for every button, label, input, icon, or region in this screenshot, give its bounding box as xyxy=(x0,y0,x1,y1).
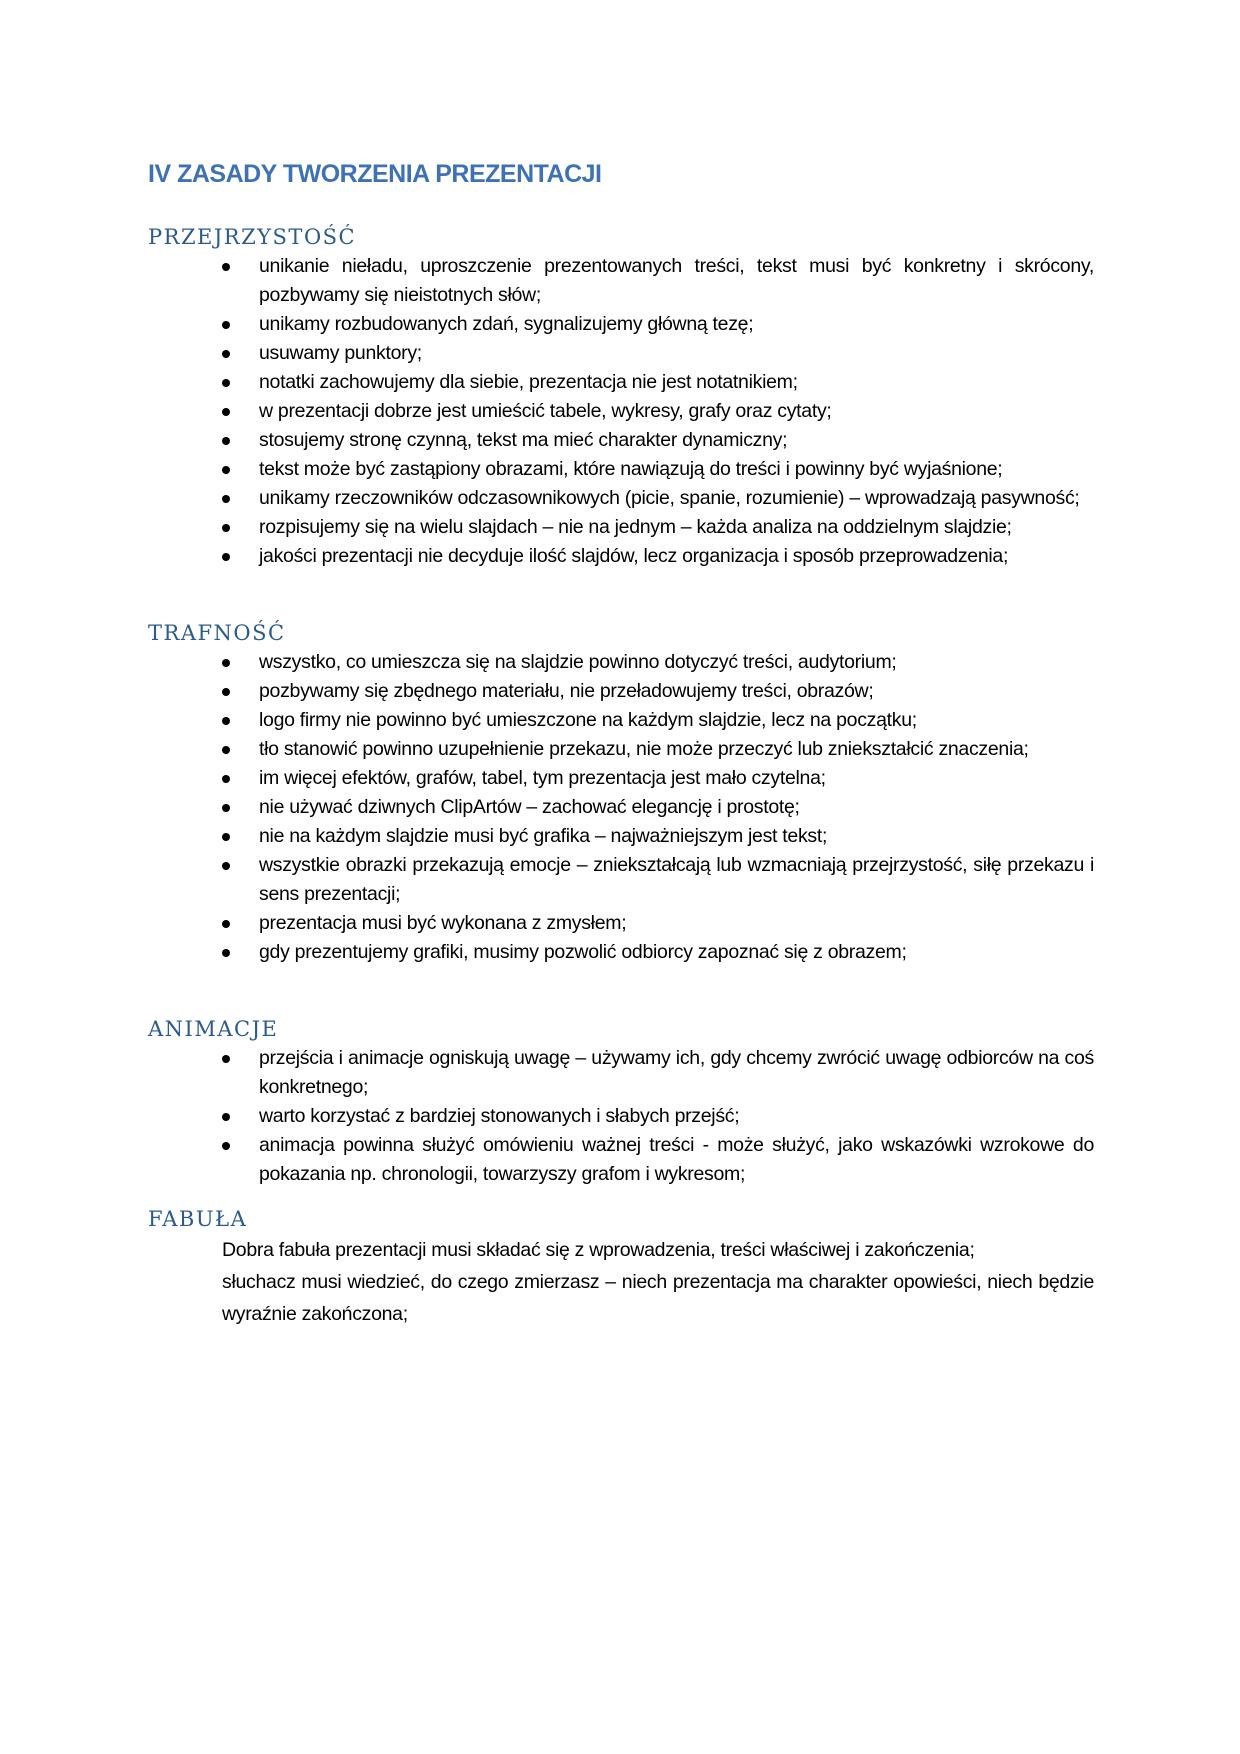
bullet-icon xyxy=(222,688,230,696)
list-item-text: nie używać dziwnych ClipArtów – zachować elegancję i prostotę; xyxy=(259,796,800,818)
list-item xyxy=(148,1102,1094,1131)
list-item-text: pozbywamy się zbędnego materiału, nie przeładowujemy treści, obrazów; xyxy=(259,680,874,702)
bullet-list xyxy=(148,1044,1094,1189)
bullet-icon xyxy=(222,746,230,754)
bullet-icon xyxy=(222,949,230,957)
list-item-text: jakości prezentacji nie decyduje ilość slajdów, lecz organizacja i sposób przeprowadzenia; xyxy=(259,545,1009,567)
list-item xyxy=(148,513,1094,542)
list-item-text: wszystko, co umieszcza się na slajdzie powinno dotyczyć treści, audytorium; xyxy=(259,651,897,673)
list-item-text: unikanie nieładu, uproszczenie prezentowanych treści, tekst musi być konkretny i skrócony, pozbywamy się nieistotnych słów; xyxy=(259,255,1094,306)
section-heading: TRAFNOŚĆ xyxy=(148,621,286,645)
bullet-list xyxy=(148,252,1094,571)
paragraph: słuchacz musi wiedzieć, do czego zmierzasz – niech prezentacja ma charakter opowieści, niech będzie wyraźnie zakończona; xyxy=(222,1271,1094,1325)
bullet-icon xyxy=(222,379,230,387)
list-item xyxy=(148,677,1094,706)
list-item-text: notatki zachowujemy dla siebie, prezentacja nie jest notatnikiem; xyxy=(259,371,798,393)
list-item xyxy=(148,455,1094,484)
list-item xyxy=(148,397,1094,426)
bullet-icon xyxy=(222,659,230,667)
bullet-icon xyxy=(222,553,230,561)
bullet-icon xyxy=(222,862,230,870)
section-heading: FABUŁA xyxy=(148,1207,248,1231)
list-item-text: logo firmy nie powinno być umieszczone na każdym slajdzie, lecz na początku; xyxy=(259,709,917,731)
bullet-icon xyxy=(222,804,230,812)
section-przejrzystosc xyxy=(148,222,1094,571)
list-item xyxy=(148,938,1094,967)
bullet-icon xyxy=(222,321,230,329)
bullet-list xyxy=(148,648,1094,967)
section-fabula xyxy=(148,1204,1094,1330)
bullet-icon xyxy=(222,524,230,532)
list-item-text: tło stanowić powinno uzupełnienie przekazu, nie może przeczyć lub zniekształcić znaczenia; xyxy=(259,738,1029,760)
list-item xyxy=(148,851,1094,909)
list-item xyxy=(148,339,1094,368)
list-item-text: stosujemy stronę czynną, tekst ma mieć charakter dynamiczny; xyxy=(259,429,788,451)
list-item xyxy=(148,764,1094,793)
list-item-text: gdy prezentujemy grafiki, musimy pozwolić odbiorcy zapoznać się z obrazem; xyxy=(259,941,907,963)
bullet-icon xyxy=(222,263,230,271)
list-item-text: wszystkie obrazki przekazują emocje – zniekształcają lub wzmacniają przejrzystość, siłę przekazu i sens prezentacji; xyxy=(259,854,1094,905)
list-item xyxy=(148,368,1094,397)
bullet-icon xyxy=(222,1113,230,1121)
list-item xyxy=(148,542,1094,571)
section-heading: ANIMACJE xyxy=(148,1017,279,1041)
list-item xyxy=(148,909,1094,938)
section-heading: PRZEJRZYSTOŚĆ xyxy=(148,225,357,249)
list-item xyxy=(148,426,1094,455)
section-animacje xyxy=(148,1014,1094,1189)
list-item-text: unikamy rzeczowników odczasownikowych (picie, spanie, rozumienie) – wprowadzają pasywność; xyxy=(259,487,1080,509)
list-item-text: nie na każdym slajdzie musi być grafika – najważniejszym jest tekst; xyxy=(259,825,828,847)
list-item xyxy=(148,1044,1094,1102)
bullet-icon xyxy=(222,350,230,358)
list-item xyxy=(148,793,1094,822)
list-item xyxy=(148,1131,1094,1189)
bullet-icon xyxy=(222,833,230,841)
bullet-icon xyxy=(222,717,230,725)
list-item xyxy=(148,822,1094,851)
bullet-icon xyxy=(222,1055,230,1063)
list-item-text: przejścia i animacje ogniskują uwagę – używamy ich, gdy chcemy zwrócić uwagę odbiorców na coś konkretnego; xyxy=(259,1047,1094,1098)
list-item-text: w prezentacji dobrze jest umieścić tabele, wykresy, grafy oraz cytaty; xyxy=(259,400,832,422)
bullet-icon xyxy=(222,775,230,783)
bullet-icon xyxy=(222,437,230,445)
list-item-text: rozpisujemy się na wielu slajdach – nie na jednym – każda analiza na oddzielnym slajdzie; xyxy=(259,516,1012,538)
list-item-text: prezentacja musi być wykonana z zmysłem; xyxy=(259,912,627,934)
bullet-icon xyxy=(222,1142,230,1150)
bullet-icon xyxy=(222,495,230,503)
list-item xyxy=(148,252,1094,310)
list-item-text: animacja powinna służyć omówieniu ważnej treści - może służyć, jako wskazówki wzrokowe do pokazania np. chronologii, towarzyszy grafom i wykresom; xyxy=(259,1134,1094,1185)
list-item xyxy=(148,648,1094,677)
document-title: IV ZASADY TWORZENIA PREZENTACJI xyxy=(148,160,602,188)
bullet-icon xyxy=(222,920,230,928)
bullet-icon xyxy=(222,408,230,416)
list-item xyxy=(148,706,1094,735)
section-trafnosc xyxy=(148,618,1094,967)
list-item-text: unikamy rozbudowanych zdań, sygnalizujemy główną tezę; xyxy=(259,313,754,335)
list-item-text: usuwamy punktory; xyxy=(259,342,422,364)
list-item xyxy=(148,735,1094,764)
paragraph: Dobra fabuła prezentacji musi składać się z wprowadzenia, treści właściwej i zakończenia; xyxy=(222,1239,975,1261)
bullet-icon xyxy=(222,466,230,474)
list-item-text: warto korzystać z bardziej stonowanych i słabych przejść; xyxy=(259,1105,740,1127)
list-item xyxy=(148,310,1094,339)
list-item xyxy=(148,484,1094,513)
list-item-text: tekst może być zastąpiony obrazami, które nawiązują do treści i powinny być wyjaśnione; xyxy=(259,458,1003,480)
list-item-text: im więcej efektów, grafów, tabel, tym prezentacja jest mało czytelna; xyxy=(259,767,826,789)
